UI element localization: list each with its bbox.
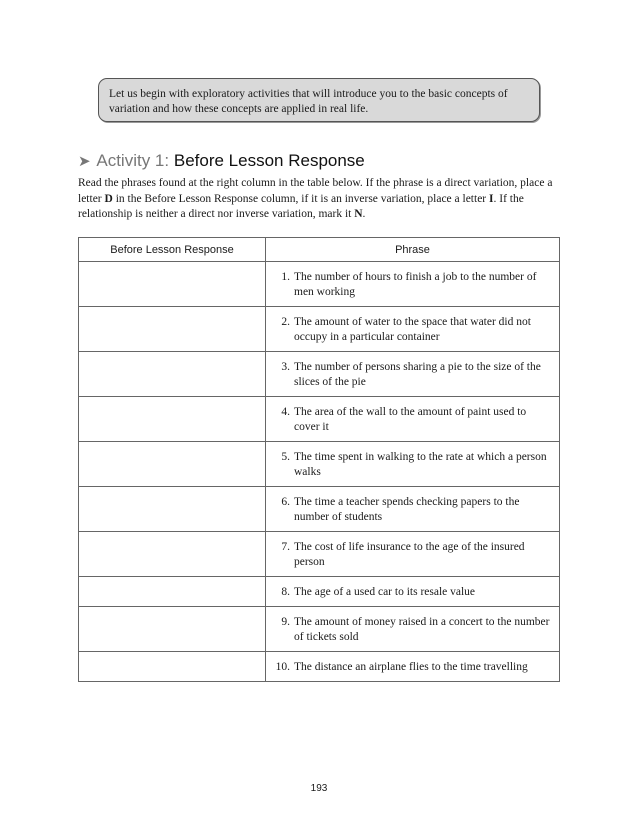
- activity-title: [78, 148, 365, 174]
- phrase-number: 3.: [281, 361, 290, 373]
- response-cell[interactable]: [79, 607, 266, 652]
- table-row: [79, 487, 560, 532]
- phrase-text: The area of the wall to the amount of paint used to cover it: [294, 406, 527, 433]
- table-row: [79, 442, 560, 487]
- table-row: [79, 577, 560, 607]
- response-cell[interactable]: [79, 487, 266, 532]
- activity-name: Before Lesson Response: [173, 151, 365, 170]
- response-cell[interactable]: [79, 397, 266, 442]
- phrase-cell: [266, 397, 560, 442]
- phrase-text: The distance an airplane flies to the time travelling: [294, 661, 528, 673]
- header-before-lesson-response: Before Lesson Response: [79, 238, 266, 262]
- response-cell[interactable]: [79, 307, 266, 352]
- phrase-text: The amount of money raised in a concert to the number of tickets sold: [294, 616, 550, 643]
- phrase-number: 9.: [281, 616, 290, 628]
- phrase-number: 2.: [281, 316, 290, 328]
- activity-number: Activity 1:: [96, 151, 170, 170]
- table-header-row: [79, 238, 560, 262]
- page-number: 193: [310, 783, 328, 794]
- table-row: [79, 262, 560, 307]
- response-cell[interactable]: [79, 652, 266, 682]
- phrase-cell: [266, 307, 560, 352]
- arrow-bullet-icon: ➤: [78, 153, 91, 170]
- phrase-text: The time a teacher spends checking papers to the number of students: [294, 496, 520, 523]
- phrase-number: 10.: [275, 661, 290, 673]
- phrase-cell: [266, 352, 560, 397]
- response-cell[interactable]: [79, 577, 266, 607]
- intro-text: Let us begin with exploratory activities that will introduce you to the basic concepts of variation and how these concepts are applied in real life.: [109, 88, 508, 115]
- phrase-text: The time spent in walking to the rate at which a person walks: [294, 451, 547, 478]
- response-table: [78, 237, 560, 682]
- table-row: [79, 352, 560, 397]
- table-row: [79, 532, 560, 577]
- instructions-letter-d: D: [104, 192, 113, 205]
- phrase-cell: [266, 262, 560, 307]
- instructions-part4: .: [362, 208, 366, 220]
- phrase-number: 7.: [281, 541, 290, 553]
- header-phrase: Phrase: [266, 238, 560, 262]
- instructions-letter-i: I: [489, 192, 494, 205]
- phrase-text: The age of a used car to its resale value: [294, 586, 476, 598]
- phrase-cell: [266, 652, 560, 682]
- phrase-number: 4.: [281, 406, 290, 418]
- response-cell[interactable]: [79, 262, 266, 307]
- phrase-number: 5.: [281, 451, 290, 463]
- intro-callout-box: [98, 78, 540, 122]
- instructions-letter-n: N: [354, 208, 363, 220]
- phrase-text: The number of hours to finish a job to the number of men working: [294, 271, 537, 298]
- phrase-number: 1.: [281, 271, 290, 283]
- phrase-number: 6.: [281, 496, 290, 508]
- instructions-part2: in the Before Lesson Response column, if it is an inverse variation, place a letter: [112, 192, 490, 205]
- table-row: [79, 397, 560, 442]
- phrase-text: The cost of life insurance to the age of the insured person: [294, 541, 525, 568]
- response-cell[interactable]: [79, 532, 266, 577]
- instructions-paragraph: [78, 176, 560, 223]
- phrase-text: The number of persons sharing a pie to the size of the slices of the pie: [294, 361, 541, 388]
- response-cell[interactable]: [79, 352, 266, 397]
- phrase-cell: [266, 487, 560, 532]
- phrase-cell: [266, 607, 560, 652]
- phrase-cell: [266, 532, 560, 577]
- instructions-part3: . If the relationship is neither a direct nor inverse variation, mark it: [78, 192, 524, 220]
- table-row: [79, 607, 560, 652]
- response-cell[interactable]: [79, 442, 266, 487]
- phrase-cell: [266, 442, 560, 487]
- table-row: [79, 652, 560, 682]
- instructions-part1: Read the phrases found at the right column in the table below. If the phrase is a direct variation, place a letter: [78, 177, 553, 205]
- phrase-number: 8.: [281, 586, 290, 598]
- table-row: [79, 307, 560, 352]
- phrase-cell: [266, 577, 560, 607]
- phrase-text: The amount of water to the space that water did not occupy in a particular container: [294, 316, 531, 343]
